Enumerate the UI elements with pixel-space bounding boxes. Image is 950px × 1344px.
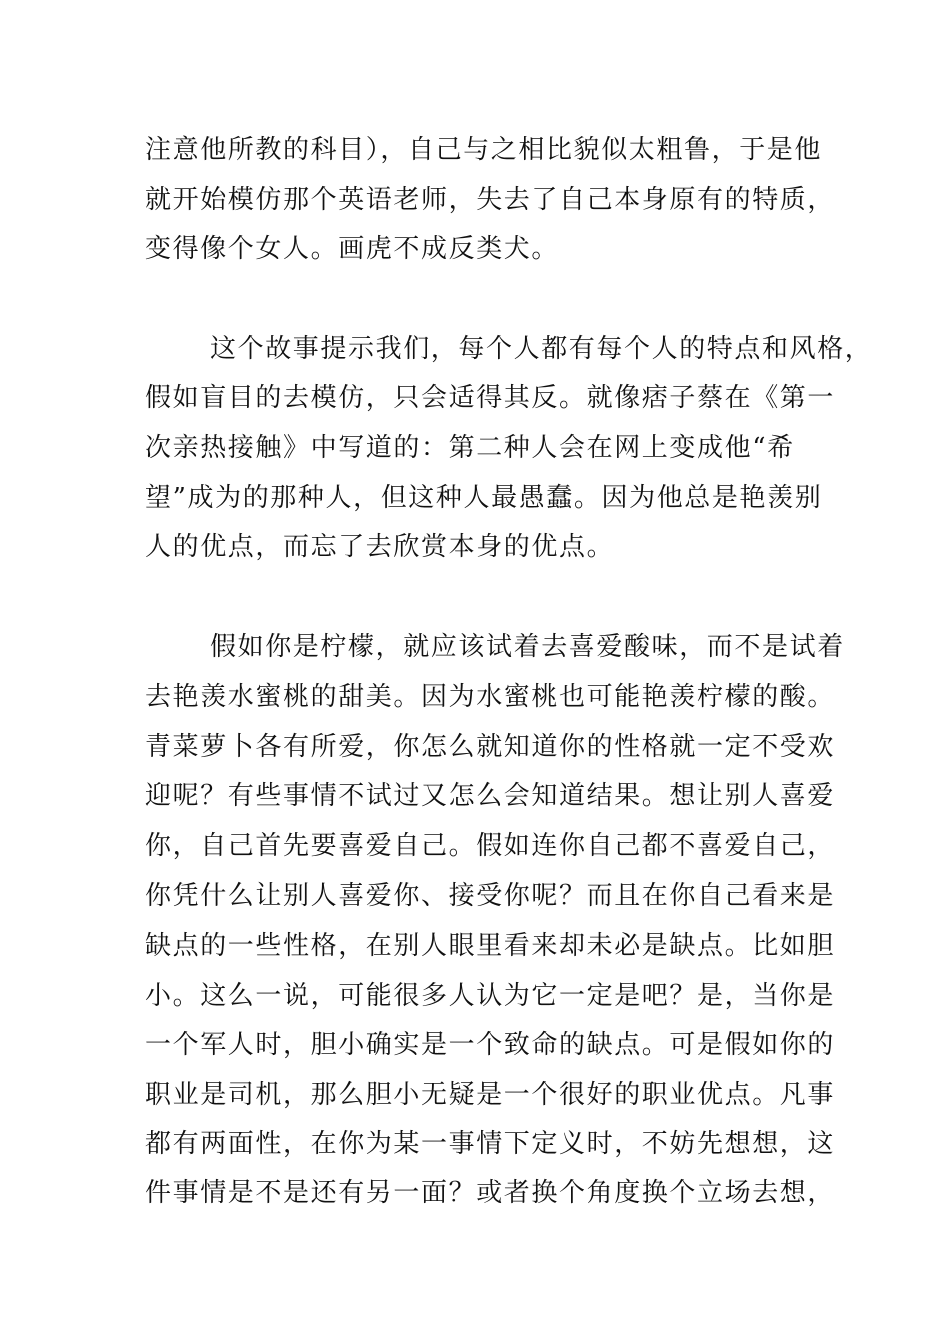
paragraph-3-line-1: 假如你是柠檬，就应该试着去喜爱酸味，而不是试着 xyxy=(210,632,845,662)
paragraph-3-line-7: 缺点的一些性格，在别人眼里看来却未必是缺点。比如胆 xyxy=(145,931,836,961)
paragraph-2-line-2: 假如盲目的去模仿，只会适得其反。就像痞子蔡在《第一 xyxy=(145,383,836,413)
paragraph-3-line-11: 都有两面性，在你为某一事情下定义时，不妨先想想，这 xyxy=(145,1129,836,1159)
paragraph-3-line-12: 件事情是不是还有另一面？或者换个角度换个立场去想， xyxy=(145,1178,836,1208)
paragraph-2-line-1: 这个故事提示我们，每个人都有每个人的特点和风格， xyxy=(210,334,873,364)
paragraph-3-line-8: 小。这么一说，可能很多人认为它一定是吧？是，当你是 xyxy=(145,981,836,1011)
paragraph-1-line-3: 变得像个女人。画虎不成反类犬。 xyxy=(145,234,560,264)
paragraph-2-line-3: 次亲热接触》中写道的：第二种人会在网上变成他“希 xyxy=(145,433,795,463)
paragraph-3-line-5: 你，自己首先要喜爱自己。假如连你自己都不喜爱自己， xyxy=(145,831,836,861)
paragraph-1-line-1: 注意他所教的科目），自己与之相比貌似太粗鲁，于是他 xyxy=(145,135,823,165)
paragraph-3-line-9: 一个军人时，胆小确实是一个致命的缺点。可是假如你的 xyxy=(145,1030,836,1060)
paragraph-2-line-5: 人的优点，而忘了去欣赏本身的优点。 xyxy=(145,532,615,562)
paragraph-3-line-10: 职业是司机，那么胆小无疑是一个很好的职业优点。凡事 xyxy=(145,1080,836,1110)
paragraph-3-line-3: 青菜萝卜各有所爱，你怎么就知道你的性格就一定不受欢 xyxy=(145,732,836,762)
paragraph-3-line-2: 去艳羡水蜜桃的甜美。因为水蜜桃也可能艳羡柠檬的酸。 xyxy=(145,682,836,712)
paragraph-2-line-4: 望”成为的那种人，但这种人最愚蠢。因为他总是艳羡别 xyxy=(145,483,823,513)
paragraph-3-line-4: 迎呢？有些事情不试过又怎么会知道结果。想让别人喜爱 xyxy=(145,781,836,811)
paragraph-3-line-6: 你凭什么让别人喜爱你、接受你呢？而且在你自己看来是 xyxy=(145,881,836,911)
paragraph-1-line-2: 就开始模仿那个英语老师，失去了自己本身原有的特质， xyxy=(145,185,836,215)
